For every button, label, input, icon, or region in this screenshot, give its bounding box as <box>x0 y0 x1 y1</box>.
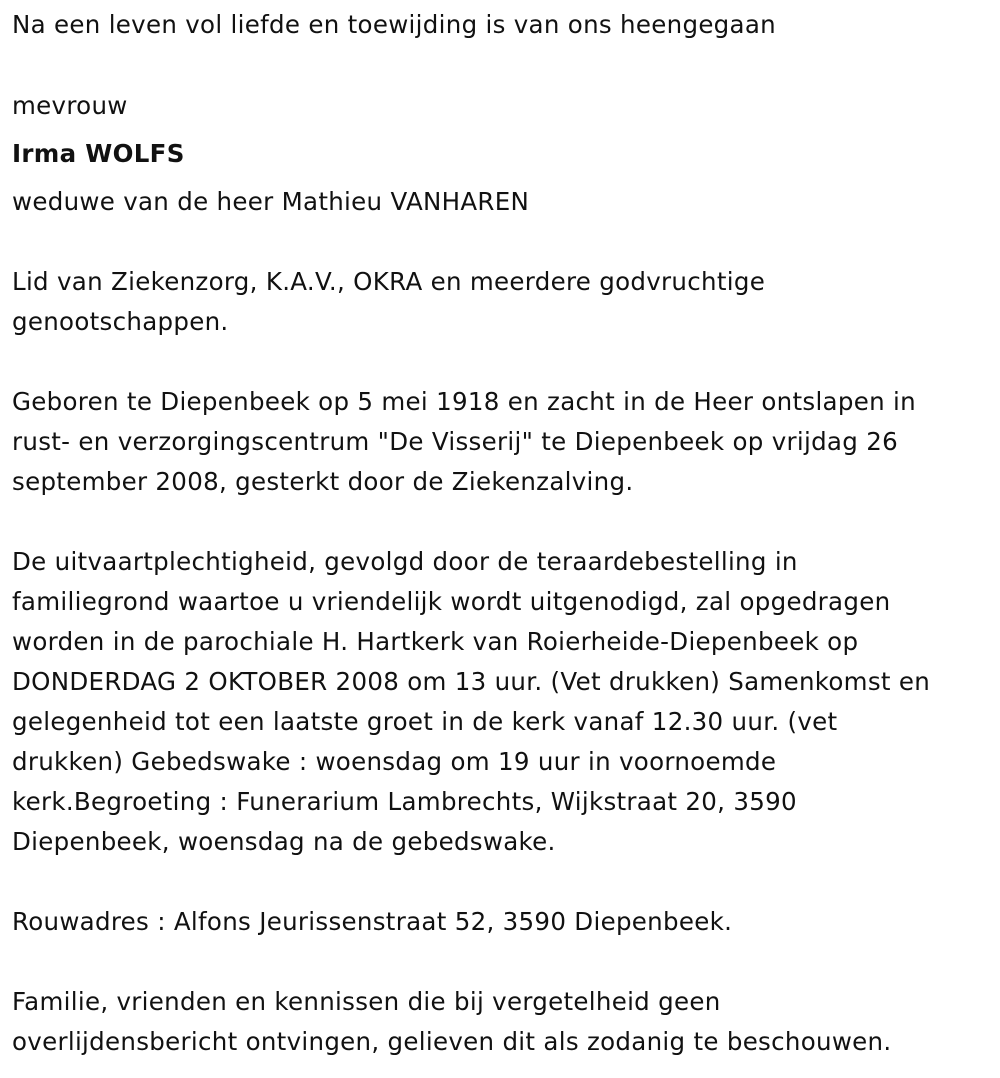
spacer <box>12 342 992 382</box>
membership-paragraph <box>12 262 992 342</box>
paragraph-line: kerk.Begroeting : Funerarium Lambrechts, Wijkstraat 20, 3590 <box>12 787 797 816</box>
paragraph-line: genootschappen. <box>12 307 229 336</box>
paragraph-line: overlijdensbericht ontvingen, gelieven dit als zodanig te beschouwen. <box>12 1027 892 1056</box>
paragraph-line: worden in de parochiale H. Hartkerk van Roierheide-Diepenbeek op <box>12 627 859 656</box>
spacer <box>12 45 992 86</box>
paragraph-line: drukken) Gebedswake : woensdag om 19 uur in voornoemde <box>12 747 777 776</box>
spacer <box>12 862 992 902</box>
paragraph-line: rust- en verzorgingscentrum "De Visserij" te Diepenbeek op vrijdag 26 <box>12 427 898 456</box>
intro-text: Na een leven vol liefde en toewijding is van ons heengegaan <box>12 10 776 39</box>
birth-death-paragraph <box>12 382 992 502</box>
paragraph-line: DONDERDAG 2 OKTOBER 2008 om 13 uur. (Vet drukken) Samenkomst en <box>12 667 931 696</box>
spacer <box>12 502 992 542</box>
mourning-address: Rouwadres : Alfons Jeurissenstraat 52, 3590 Diepenbeek. <box>12 907 733 936</box>
deceased-name: Irma WOLFS <box>12 139 185 168</box>
spacer <box>12 222 992 262</box>
paragraph-line: gelegenheid tot een laatste groet in de kerk vanaf 12.30 uur. (vet <box>12 707 838 736</box>
paragraph-line: De uitvaartplechtigheid, gevolgd door de teraardebestelling in <box>12 547 798 576</box>
closing-paragraph <box>12 982 992 1062</box>
paragraph-line: Geboren te Diepenbeek op 5 mei 1918 en zacht in de Heer ontslapen in <box>12 387 916 416</box>
funeral-paragraph <box>12 542 992 862</box>
paragraph-line: Lid van Ziekenzorg, K.A.V., OKRA en meerdere godvruchtige <box>12 267 766 296</box>
spacer <box>12 942 992 982</box>
paragraph-line: familiegrond waartoe u vriendelijk wordt uitgenodigd, zal opgedragen <box>12 587 891 616</box>
obituary-notice <box>12 5 992 1062</box>
title-prefix: mevrouw <box>12 91 128 120</box>
paragraph-line: september 2008, gesterkt door de Ziekenzalving. <box>12 467 634 496</box>
paragraph-line: Familie, vrienden en kennissen die bij vergetelheid geen <box>12 987 721 1016</box>
paragraph-line: Diepenbeek, woensdag na de gebedswake. <box>12 827 556 856</box>
relation-text: weduwe van de heer Mathieu VANHAREN <box>12 187 530 216</box>
spacer <box>12 126 992 134</box>
spacer <box>12 174 992 182</box>
